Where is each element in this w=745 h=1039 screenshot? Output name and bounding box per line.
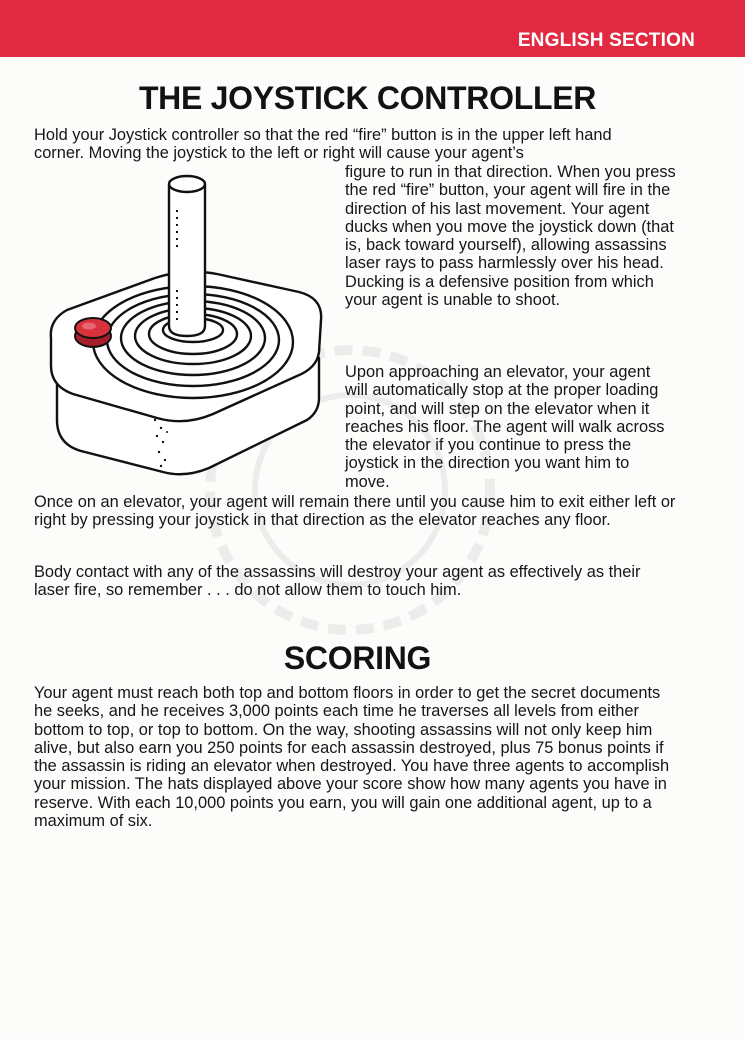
section-label: ENGLISH SECTION xyxy=(517,30,695,51)
fire-button-icon xyxy=(75,318,111,347)
joystick-illustration xyxy=(45,170,335,490)
fire-paragraph: figure to run in that direction. When you press the red “fire” button, your agent will fire in the direction of his last movement. Your agent ducks when you move the joystick down (that is, back toward yourself), allowing assassins laser rays to pass harmlessly over his head. Ducking is a defensive position from which your agent is unable to shoot. xyxy=(345,163,676,310)
scoring-title: SCORING xyxy=(283,640,432,676)
elevator-paragraph: Upon approaching an elevator, your agent will automatically stop at the proper loading point, and will step on the elevator when it reaches his floor. The agent will walk across the elevator if you continue to press the joystick in the direction you want him to move. xyxy=(345,363,665,491)
page-title: THE JOYSTICK CONTROLLER xyxy=(138,80,597,116)
scoring-paragraph: Your agent must reach both top and bottom floors in order to get the secret documents he seeks, and he receives 3,000 points each time he traverses all levels from either bottom to top, or top to bottom. On the way, shooting assassins will not only keep him alive, but also earn you 250 points for each assassin destroyed, plus 75 bonus points if the assassin is riding an elevator when destroyed. You have three agents to accomplish your mission. The hats displayed above your score show how many agents you have in reserve. With each 10,000 points you earn, you will gain one additional agent, up to a maximum of six. xyxy=(34,684,670,831)
elevator-exit-paragraph: Once on an elevator, your agent will remain there until you cause him to exit either left or right by pressing your joystick in that direction as the elevator reaches any floor. xyxy=(34,493,676,530)
contact-paragraph: Body contact with any of the assassins will destroy your agent as effectively as their laser fire, so remember . . . do not allow them to touch him. xyxy=(34,563,641,600)
intro-paragraph: Hold your Joystick controller so that the red “fire” button is in the upper left hand corner. Moving the joystick to the left or right will cause your agent’s xyxy=(34,126,612,163)
